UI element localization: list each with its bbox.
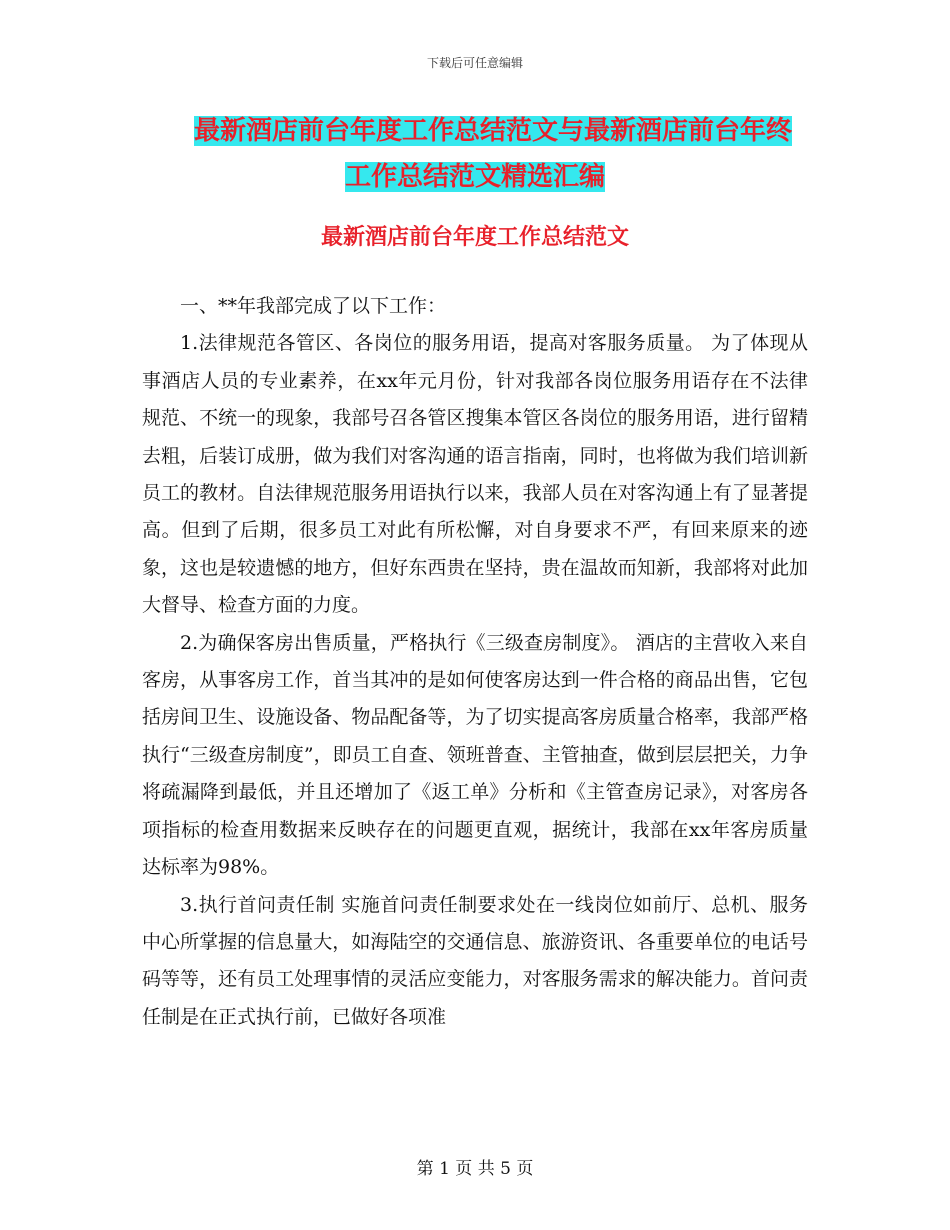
document-title-line-2: 工作总结范文精选汇编 (344, 162, 605, 192)
paragraph-item-3: 3.执行首问责任制 实施首问责任制要求处在一线岗位如前厅、总机、服务中心所掌握的信息量大，如海陆空的交通信息、旅游资讯、各重要单位的电话号码等等，还有员工处理事情的灵活应变能力，对客服务需求的解决能力。首问责任制是在正式执行前，已做好各项准 (142, 893, 808, 1028)
page-number-footer: 第 1 页 共 5 页 (416, 1159, 534, 1179)
paragraph-item-1: 1.法律规范各管区、各岗位的服务用语，提高对客服务质量。 为了体现从事酒店人员的专业素养，在xx年元月份，针对我部各岗位服务用语存在不法律规范、不统一的现象，我部号召各管区搜集本管区各岗位的服务用语，进行留精去粗，后装订成册，做为我们对客沟通的语言指南，同时，也将做为我们培训新员工的教材。自法律规范服务用语执行以来，我部人员在对客沟通上有了显著提高。但到了后期，很多员工对此有所松懈，对自身要求不严，有回来原来的迹象，这也是较遗憾的地方，但好东西贵在坚持，贵在温故而知新，我部将对此加大督导、检查方面的力度。 (142, 332, 808, 617)
document-body (142, 288, 808, 1036)
section-title: 最新酒店前台年度工作总结范文 (320, 225, 629, 250)
document-title-line-1: 最新酒店前台年度工作总结范文与最新酒店前台年终 (194, 116, 793, 146)
document-title (140, 108, 810, 200)
paragraph-item-2: 2.为确保客房出售质量，严格执行《三级查房制度》。 酒店的主营收入来自客房，从事客房工作，首当其冲的是如何使客房达到一件合格的商品出售，它包括房间卫生、设施设备、物品配备等，为了切实提高客房质量合格率，我部严格执行“三级查房制度”，即员工自查、领班普查、主管抽查，做到层层把关，力争将疏漏降到最低，并且还增加了《返工单》分析和《主管查房记录》，对客房各项指标的检查用数据来反映存在的问题更直观，据统计，我部在xx年客房质量达标率为98%。 (142, 631, 808, 879)
paragraph-intro: 一、**年我部完成了以下工作： (180, 295, 447, 317)
page-header-note: 下载后可任意编辑 (426, 56, 523, 70)
